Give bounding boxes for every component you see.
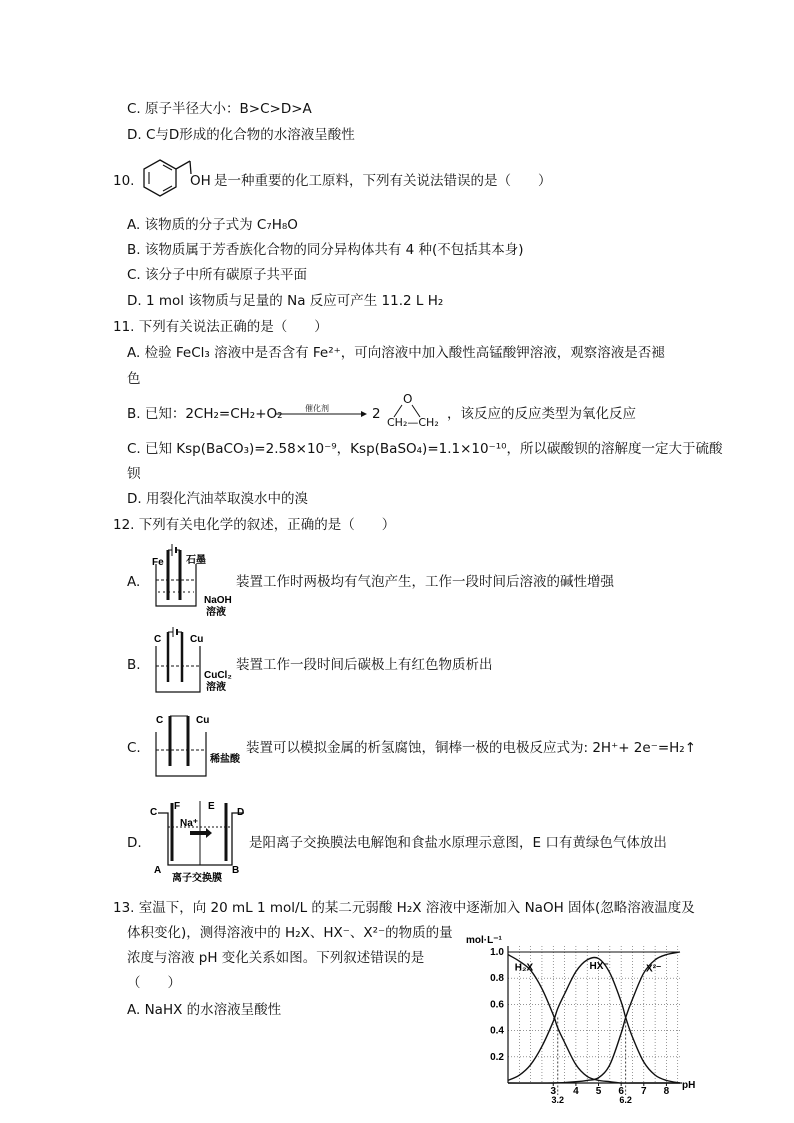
benzyl-alcohol-structure [138,152,194,202]
q13-stem-line2: 体积变化)，测得溶液中的 H₂X、HX⁻、X²⁻的物质的量 [127,925,453,941]
x-tick-label: 8 [663,1086,670,1097]
q10-oh-label: OH [190,173,211,189]
svg-text:A: A [154,865,162,876]
series-label: H₂X [514,962,534,974]
svg-text:Cu: Cu [196,715,210,726]
q9-option-c: C. 原子半径大小：B>C>D>A [127,101,312,117]
x-tick-label: 5 [595,1086,602,1097]
svg-text:CuCl₂: CuCl₂ [204,670,232,681]
series-curve [508,957,680,1083]
y-tick-label: 0.2 [490,1051,504,1063]
species-distribution-chart [462,928,702,1104]
q12-option-a-text: 装置工作时两极均有气泡产生，工作一段时间后溶液的碱性增强 [236,574,614,590]
series-label: HX⁻ [589,961,609,973]
q12-option-b-letter: B. [127,657,141,673]
x-tick-label: 4 [573,1086,579,1097]
q11-stem: 11. 下列有关说法正确的是（ ） [113,319,328,335]
y-tick-label: 1.0 [490,947,504,958]
svg-text:E: E [208,801,215,812]
y-tick-label: 0.6 [490,999,504,1011]
q10-option-a: A. 该物质的分子式为 C₇H₈O [127,217,298,233]
q10-number: 10. [113,173,135,189]
q10-option-d: D. 1 mol 该物质与足量的 Na 反应可产生 11.2 L H₂ [127,293,444,309]
q11-option-a-line2: 色 [127,371,141,387]
chart-y-label: mol·L⁻¹ [466,935,502,946]
svg-text:C: C [154,634,162,645]
svg-text:B: B [232,865,240,876]
svg-text:离子交换膜: 离子交换膜 [172,873,222,884]
corrosion-cell-c [148,710,248,780]
q13-option-a: A. NaHX 的水溶液呈酸性 [127,1002,282,1018]
q10-stem: 是一种重要的化工原料，下列有关说法错误的是（ ） [214,173,552,189]
x-tick-label: 6 [618,1086,624,1097]
chart-x-label: pH [682,1080,696,1091]
svg-text:溶液: 溶液 [206,607,226,618]
electrolysis-cell-b [148,626,234,698]
y-tick-label: 0.4 [490,1025,504,1037]
q11-coefficient: 2 [372,406,381,422]
q12-option-c-text: 装置可以模拟金属的析氢腐蚀，铜棒一极的电极反应式为: 2H⁺+ 2e⁻=H₂↑ [246,740,697,756]
q11-option-c-line2: 钡 [127,466,141,482]
q12-option-a-letter: A. [127,574,141,590]
q12-option-c-letter: C. [127,740,141,756]
q11-option-b-prefix: B. 已知：2CH₂=CH₂+O₂ [127,406,283,422]
q11-option-a-line1: A. 检验 FeCl₃ 溶液中是否含有 Fe²⁺，可向溶液中加入酸性高锰酸钾溶液，观察溶液是否褪 [127,345,665,361]
q13-stem-line3: 浓度与溶液 pH 变化关系如图。下列叙述错误的是 [127,950,425,966]
epoxide-oxygen: O [403,392,413,406]
series-label: X²⁻ [646,963,662,975]
epoxide-carbons: CH₂—CH₂ [387,416,439,429]
q12-option-b-text: 装置工作一段时间后碳极上有红色物质析出 [236,657,493,673]
chlor-alkali-cell-d [148,795,250,885]
q12-option-d-text: 是阳离子交换膜法电解饱和食盐水原理示意图，E 口有黄绿色气体放出 [249,835,667,851]
y-tick-label: 0.8 [490,973,504,985]
svg-text:石墨: 石墨 [186,555,206,566]
x-tick-label: 7 [641,1086,647,1097]
q11-option-b-suffix: ，该反应的反应类型为氧化反应 [447,406,636,422]
q11-catalyst-label: 催化剂 [305,404,329,413]
svg-text:NaOH: NaOH [204,595,232,606]
svg-text:C: C [156,715,164,726]
electrolysis-cell-a [148,540,234,620]
reaction-arrow [275,410,367,418]
q10-option-c: C. 该分子中所有碳原子共平面 [127,267,308,283]
svg-text:F: F [174,801,181,812]
x-extra-tick-label: 3.2 [551,1095,565,1104]
svg-text:D: D [237,807,245,818]
svg-text:Na⁺: Na⁺ [180,818,199,829]
q13-stem-line1: 13. 室温下，向 20 mL 1 mol/L 的某二元弱酸 H₂X 溶液中逐渐加入 NaOH 固体(忽略溶液温度及 [113,900,695,916]
x-extra-tick-label: 6.2 [619,1095,632,1104]
svg-text:溶液: 溶液 [206,682,226,693]
q13-stem-line4: （ ） [127,975,181,991]
q11-option-c-line1: C. 已知 Ksp(BaCO₃)=2.58×10⁻⁹，Ksp(BaSO₄)=1.1×10⁻¹⁰，所以碳酸钡的溶解度一定大于硫酸 [127,441,723,457]
q10-option-b: B. 该物质属于芳香族化合物的同分异构体共有 4 种(不包括其本身) [127,242,524,258]
chart-labels [490,947,670,1104]
x-tick-label: 3 [550,1086,557,1097]
q12-stem: 12. 下列有关电化学的叙述，正确的是（ ） [113,517,396,533]
svg-text:Fe: Fe [152,557,164,568]
svg-text:C: C [150,807,158,818]
svg-text:稀盐酸: 稀盐酸 [210,754,240,765]
q9-option-d: D. C与D形成的化合物的水溶液呈酸性 [127,127,355,143]
svg-text:Cu: Cu [190,634,204,645]
q12-option-d-letter: D. [127,835,142,851]
q11-option-d: D. 用裂化汽油萃取溴水中的溴 [127,491,308,507]
